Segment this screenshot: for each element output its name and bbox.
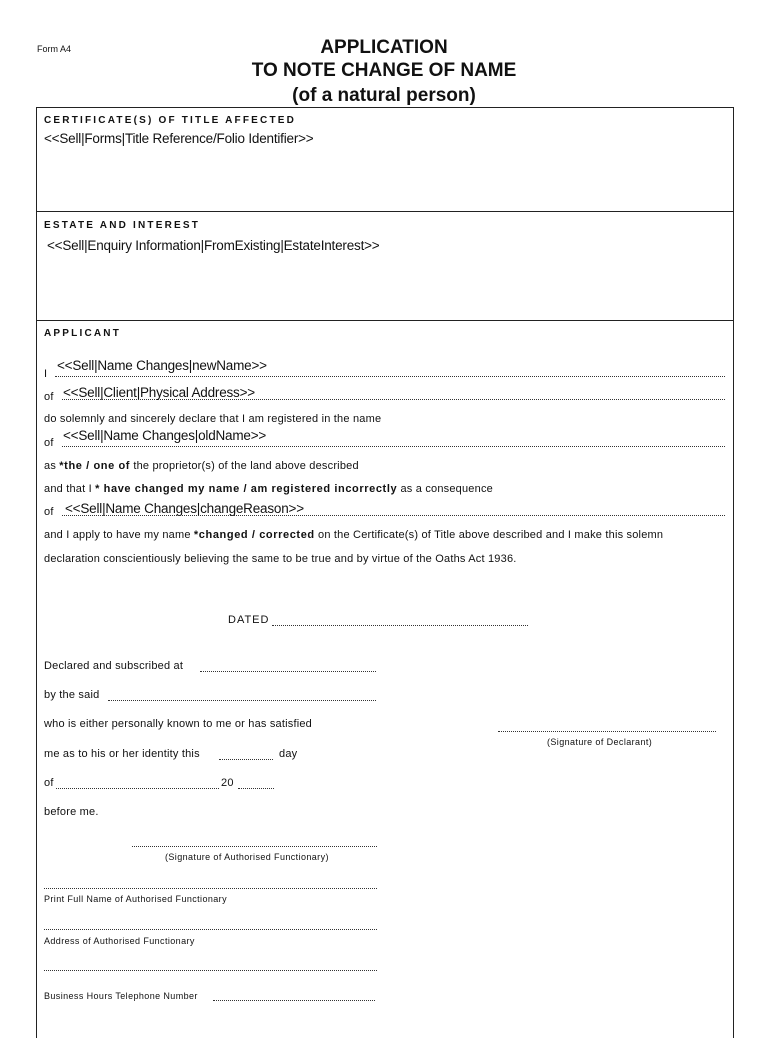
of-prefix-oldname: of	[44, 437, 54, 449]
new-name-line	[55, 376, 725, 377]
apply-line	[44, 529, 663, 541]
certificates-field[interactable]: <<Sell|Forms|Title Reference/Folio Identifier>>	[44, 131, 314, 146]
of-prefix-address: of	[44, 391, 54, 403]
declaration-line: declaration conscientiously believing the same to be true and by virtue of the Oaths Act 1936.	[44, 553, 517, 565]
declare-text: do solemnly and sincerely declare that I am registered in the name	[44, 413, 382, 425]
declarant-signature-label: (Signature of Declarant)	[547, 737, 653, 747]
apply-rest: on the Certificate(s) of Title above described and I make this solemn	[318, 529, 664, 541]
address-functionary-label: Address of Authorised Functionary	[44, 936, 195, 946]
print-name-label: Print Full Name of Authorised Functionary	[44, 894, 227, 904]
proprietor-rest: the proprietor(s) of the land above described	[133, 460, 359, 472]
dated-label: DATED	[228, 614, 270, 626]
year-prefix: 20	[221, 777, 234, 789]
functionary-address-line[interactable]	[44, 929, 377, 930]
dated-line[interactable]	[272, 625, 528, 626]
old-name-line	[62, 446, 725, 447]
estate-field[interactable]: <<Sell|Enquiry Information|FromExisting|EstateInterest>>	[47, 238, 380, 253]
declarant-signature-line[interactable]	[498, 731, 716, 732]
estate-label: ESTATE AND INTEREST	[44, 220, 201, 231]
changed-line	[44, 483, 493, 495]
known-to-me-text: who is either personally known to me or has satisfied	[44, 718, 313, 730]
as-prefix: as	[44, 460, 57, 472]
apply-prefix: and I apply to have my name	[44, 529, 191, 541]
by-the-said-label: by the said	[44, 689, 100, 701]
address-line	[62, 399, 725, 400]
telephone-label: Business Hours Telephone Number	[44, 991, 198, 1001]
functionary-address-line-2[interactable]	[44, 970, 377, 971]
telephone-line[interactable]	[213, 1000, 375, 1001]
proprietor-line	[44, 460, 359, 472]
proprietor-choice: *the / one of	[59, 460, 131, 472]
of-prefix-reason: of	[44, 506, 54, 518]
month-line[interactable]	[56, 788, 219, 789]
functionary-name-line[interactable]	[44, 888, 377, 889]
functionary-signature-label: (Signature of Authorised Functionary)	[165, 852, 329, 862]
day-line[interactable]	[219, 759, 273, 760]
before-me-text: before me.	[44, 806, 99, 818]
identity-this-label: me as to his or her identity this	[44, 748, 200, 760]
form-title-line2: TO NOTE CHANGE OF NAME	[251, 60, 517, 81]
applicant-label: APPLICANT	[44, 328, 122, 339]
by-the-said-line[interactable]	[108, 700, 376, 701]
old-name-field[interactable]: <<Sell|Name Changes|oldName>>	[63, 428, 267, 443]
of-month-label: of	[44, 777, 54, 789]
consequence-rest: as a consequence	[400, 483, 493, 495]
certificates-label: CERTIFICATE(S) OF TITLE AFFECTED	[44, 115, 297, 126]
year-line[interactable]	[238, 788, 274, 789]
changed-choice: * have changed my name / am registered incorrectly	[95, 483, 398, 495]
apply-choice: *changed / corrected	[193, 529, 315, 541]
new-name-field[interactable]: <<Sell|Name Changes|newName>>	[57, 358, 267, 373]
i-prefix: I	[44, 368, 48, 380]
change-reason-line	[62, 515, 725, 516]
form-subtitle: (of a natural person)	[292, 85, 476, 106]
declared-at-label: Declared and subscribed at	[44, 660, 184, 672]
change-reason-field[interactable]: <<Sell|Name Changes|changeReason>>	[65, 501, 304, 516]
form-code: Form A4	[37, 44, 72, 54]
declared-at-line[interactable]	[200, 671, 376, 672]
section-divider-1	[36, 211, 734, 212]
andthat-prefix: and that I	[44, 483, 92, 495]
day-label: day	[279, 748, 298, 760]
form-title: APPLICATION	[320, 37, 448, 58]
address-field[interactable]: <<Sell|Client|Physical Address>>	[63, 385, 255, 400]
section-divider-2	[36, 320, 734, 321]
functionary-signature-line[interactable]	[132, 846, 377, 847]
